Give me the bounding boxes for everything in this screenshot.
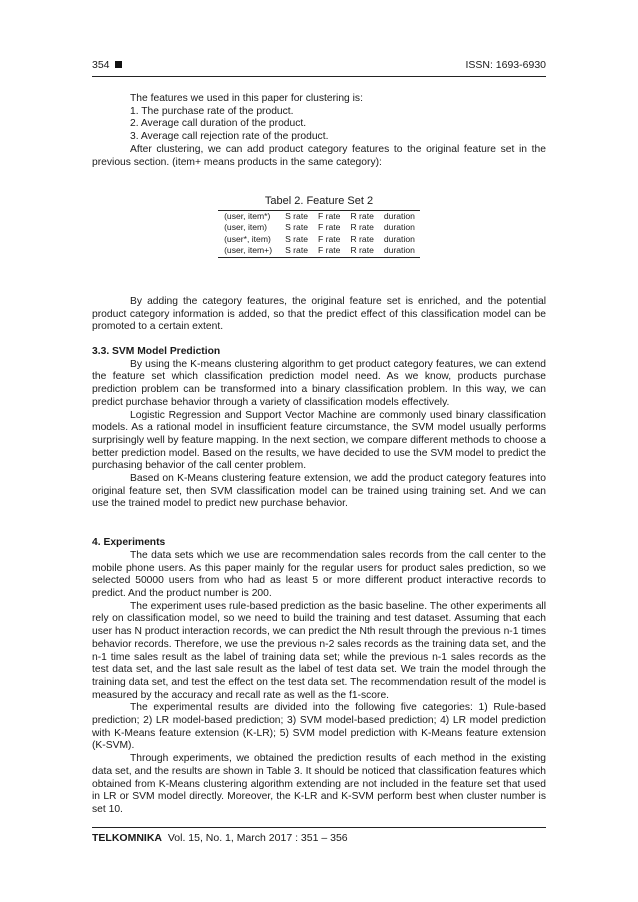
table-cell: F rate xyxy=(318,222,341,233)
table-cell: F rate xyxy=(318,245,341,256)
table-row xyxy=(218,210,420,222)
table-caption: Tabel 2. Feature Set 2 xyxy=(264,195,374,208)
table-cell: S rate xyxy=(285,222,308,233)
list-item: 2. Average call duration of the product. xyxy=(130,118,307,130)
paragraph: Logistic Regression and Support Vector Machine are commonly used binary classification models. As a rational model in insufficient feature circumstance, the SVM model usually performs surprisingly well by feature mapping. In the next section, we compare different methods to choose a better prediction model. Based on the results, we have decided to use the SVM model to predict the purchasing behavior of the call center problem. xyxy=(92,409,546,472)
list-item: 3. Average call rejection rate of the product. xyxy=(130,131,329,143)
body-text xyxy=(92,93,546,817)
feature-list xyxy=(92,106,546,144)
paragraph: Through experiments, we obtained the prediction results of each method in the existing data set, and the results are shown in Table 3. It should be noticed that classification features which obtained from K-Means clustering algorithm extending are not included in the feature set that used in LR or SVM model directly. Moreover, the K-LR and K-SVM perform best when cluster number is set 10. xyxy=(92,753,546,815)
journal-name: TELKOMNIKA xyxy=(92,832,162,844)
table-cell: S rate xyxy=(285,245,308,256)
page-number-block xyxy=(92,59,122,71)
table-cell: R rate xyxy=(350,210,374,221)
footer-rule xyxy=(92,827,546,828)
table-cell: R rate xyxy=(350,245,374,256)
after-table-paragraph: By adding the category features, the original feature set is enriched, and the potential product category information is added, so that the predict effect of this classification model can be promoted to a certain extent. xyxy=(92,295,546,333)
square-bullet-icon xyxy=(115,61,122,68)
table-row xyxy=(218,245,420,257)
paragraph: The experiment uses rule-based prediction as the basic baseline. The other experiments all rely on classification model, so we need to build the training and test dataset. Assuming that each user has N product interaction records, we can predict the Nth result through the previous n-1 times behavior records. Therefore, we use the previous n-2 sales records as the training data set, and the n-1 time sales result as the label of training data set; while the previous n-1 sales records as the test data set, and the last sale result as the label of test data set. We train the model through the training data set, and test the effect on the test data set. The recommendation result of the model is measured by the accuracy and recall rate as well as the f1-score. xyxy=(92,600,546,701)
table-cell: (user, item*) xyxy=(224,210,271,221)
page-footer xyxy=(92,832,348,844)
intro-lead: The features we used in this paper for clustering is: xyxy=(130,93,363,104)
paragraph: The data sets which we use are recommendation sales records from the call center to the mobile phone users. As this paper mainly for the regular users for product sales prediction, so we selected 50000 users from who had as least 5 or more different product interactive records to predict. And the product number is 200. xyxy=(92,549,546,599)
table-row xyxy=(218,234,420,246)
list-item: 1. The purchase rate of the product. xyxy=(130,105,294,117)
citation: Vol. 15, No. 1, March 2017 : 351 – 356 xyxy=(167,832,348,844)
table-cell: S rate xyxy=(285,233,308,244)
table-cell: (user, item) xyxy=(224,222,268,233)
table-cell: F rate xyxy=(318,210,341,221)
table-cell: (user*, item) xyxy=(224,233,271,244)
feature-set-table xyxy=(218,210,420,258)
table-cell: duration xyxy=(383,245,415,256)
paragraph: The experimental results are divided into the following five categories: 1) Rule-based prediction; 2) LR model-based prediction; 3) SVM model-based prediction; 4) LR model prediction with K-Means feature extension (K-LR); 5) SVM model prediction with K-Means feature extension (K-SVM). xyxy=(92,702,546,752)
issn: ISSN: 1693-6930 xyxy=(465,59,546,71)
table-cell: duration xyxy=(383,210,415,221)
table-cell: R rate xyxy=(350,222,374,233)
paragraph: By using the K-means clustering algorithm to get product category features, we can extend the feature set which classification prediction model need. As we know, products purchase prediction problem can be transformed into a binary classification problem. In this way, we can predict purchase behavior through a variety of classification models effectively. xyxy=(92,358,546,408)
paragraph: Based on K-Means clustering feature extension, we add the product category features into original feature set, then SVM classification model can be trained using training set. And we can use the trained model to predict new purchase behavior. xyxy=(92,473,546,510)
table-cell: S rate xyxy=(285,210,308,221)
page-header xyxy=(92,59,546,75)
table-cell: R rate xyxy=(350,233,374,244)
header-rule xyxy=(92,76,546,77)
section-heading-4: 4. Experiments xyxy=(92,537,166,549)
page-number: 354 xyxy=(92,59,110,71)
table-cell: duration xyxy=(383,222,415,233)
table-row xyxy=(218,222,420,234)
section-heading-3-3: 3.3. SVM Model Prediction xyxy=(92,346,221,358)
after-clustering-paragraph: After clustering, we can add product category features to the original feature set in the previous section. (item+ means products in the same category): xyxy=(92,143,546,168)
table-cell: (user, item+) xyxy=(224,245,273,256)
table-cell: F rate xyxy=(318,233,341,244)
table-cell: duration xyxy=(383,233,415,244)
